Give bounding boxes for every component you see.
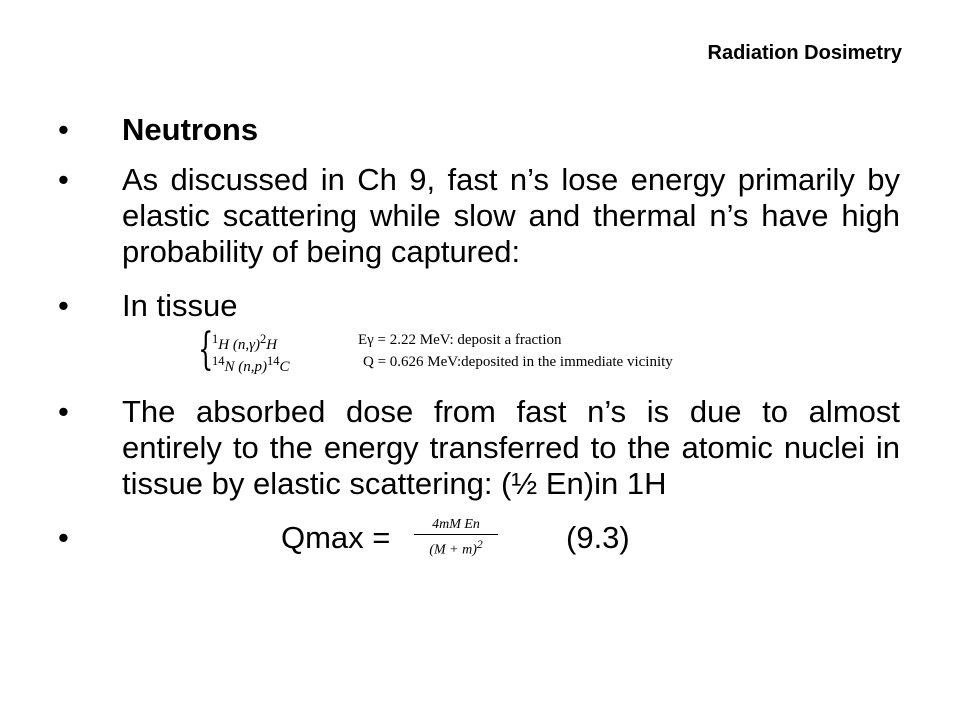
reaction-nitrogen-product: C <box>279 359 290 375</box>
reaction-hydrogen-product: H <box>266 337 278 353</box>
bullet-absorbed-dose-text: The absorbed dose from fast n’s is due to almost entirely to the energy transferred to the atomic nuclei in tissue by elastic scattering: (½ En)in 1H <box>122 394 900 501</box>
bullet-intro-text: As discussed in Ch 9, fast n’s lose energy primarily by elastic scattering while slow and thermal n’s have high probability of being captured: <box>122 162 900 269</box>
reaction-nitrogen-mass: 14 <box>212 354 225 368</box>
bullet-marker: • <box>58 394 69 429</box>
reaction-hydrogen-lhs: H (n,γ) <box>218 337 260 353</box>
left-brace-icon: { <box>198 324 214 375</box>
qmax-fraction <box>414 516 498 561</box>
qmax-denominator-wrap <box>414 535 498 561</box>
bullet-marker: • <box>58 520 69 555</box>
reaction-nitrogen-lhs: N (n,p) <box>224 359 267 375</box>
reaction-hydrogen-product-mass: 2 <box>259 332 267 346</box>
reaction-hydrogen-note: Eγ = 2.22 MeV: deposit a fraction <box>358 332 562 348</box>
bullet-marker: • <box>58 112 69 147</box>
bullet-list <box>58 112 900 564</box>
bullet-intro <box>58 162 900 270</box>
bullet-in-tissue-text: In tissue <box>122 288 238 323</box>
slide-header-title: Radiation Dosimetry <box>707 42 902 64</box>
qmax-numerator: 4mM En <box>414 516 498 535</box>
reaction-nitrogen <box>212 354 290 376</box>
bullet-marker: • <box>58 162 69 197</box>
reaction-nitrogen-product-mass: 14 <box>267 354 280 368</box>
equation-number: (9.3) <box>566 520 630 555</box>
qmax-denominator: (M + m) <box>429 542 477 558</box>
reaction-nitrogen-note: Q = 0.626 MeV:deposited in the immediate vicinity <box>363 354 673 370</box>
qmax-exponent: 2 <box>476 538 483 551</box>
qmax-label: Qmax = <box>281 520 391 555</box>
reaction-hydrogen <box>212 332 277 354</box>
bullet-marker: • <box>58 288 69 323</box>
bullet-neutrons <box>58 112 900 148</box>
bullet-neutrons-text: Neutrons <box>122 112 259 147</box>
bullet-qmax <box>58 517 900 564</box>
reaction-hydrogen-mass: 1 <box>212 332 219 346</box>
bullet-absorbed-dose <box>58 394 900 502</box>
bullet-in-tissue <box>58 288 900 324</box>
capture-reactions <box>198 324 900 380</box>
